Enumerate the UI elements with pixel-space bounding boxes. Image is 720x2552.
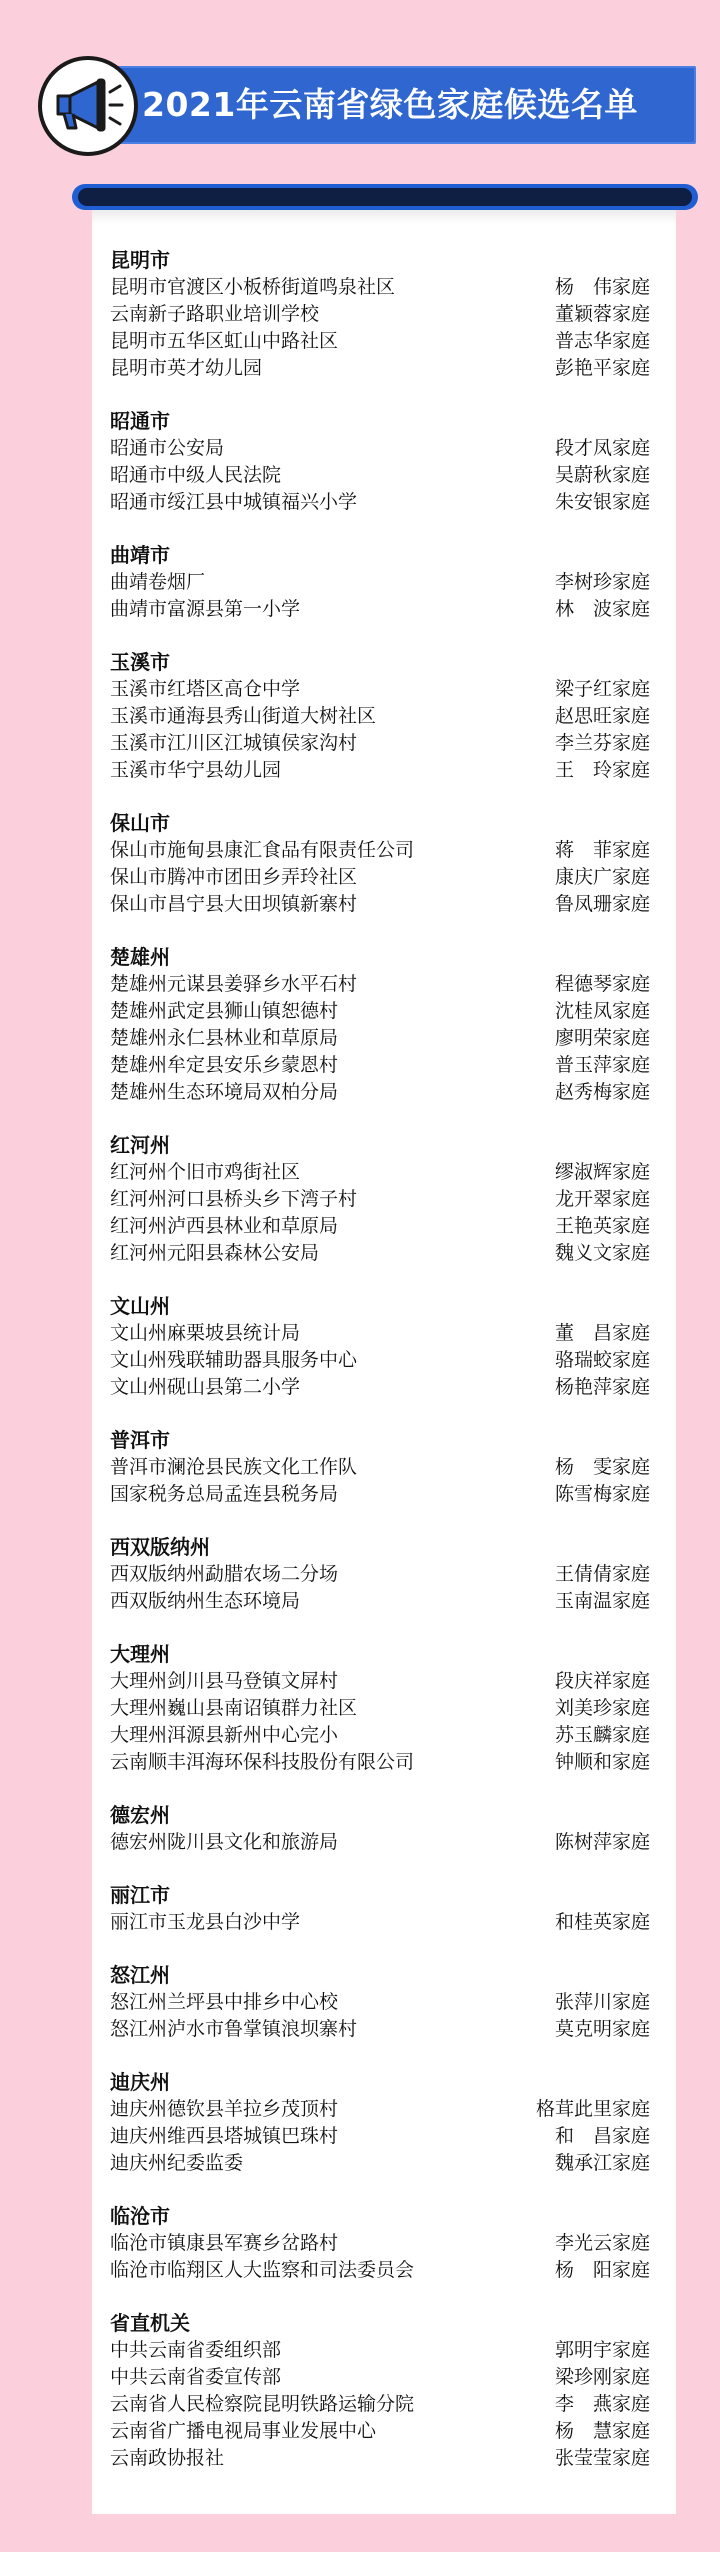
candidate-family: 王倩倩家庭	[554, 1563, 650, 1585]
candidate-row	[110, 1025, 650, 1052]
candidate-unit: 云南省广播电视局事业发展中心	[110, 2420, 377, 2442]
candidate-unit: 红河州元阳县森林公安局	[110, 1242, 320, 1264]
candidate-unit: 曲靖卷烟厂	[110, 571, 206, 593]
region-group	[110, 1882, 650, 1936]
candidate-unit: 昭通市中级人民法院	[110, 464, 282, 486]
candidate-unit: 红河州泸西县林业和草原局	[110, 1215, 339, 1237]
candidate-family: 李树珍家庭	[554, 571, 650, 593]
region-title: 玉溪市	[110, 650, 170, 674]
candidate-unit: 临沧市临翔区人大监察和司法委员会	[110, 2259, 415, 2281]
candidate-row	[110, 864, 650, 891]
candidate-unit: 红河州河口县桥头乡下湾子村	[110, 1188, 358, 1210]
candidate-family: 普志华家庭	[554, 330, 650, 352]
candidate-row	[110, 355, 650, 382]
candidate-family: 郭明宇家庭	[554, 2339, 650, 2361]
candidate-row	[110, 489, 650, 516]
candidate-row	[110, 1454, 650, 1481]
candidate-row	[110, 730, 650, 757]
candidate-unit: 大理州剑川县马登镇文屏村	[110, 1670, 339, 1692]
region-group	[110, 408, 650, 516]
candidate-row	[110, 1588, 650, 1615]
candidate-family: 蒋 菲家庭	[554, 839, 650, 861]
candidate-family: 龙开翠家庭	[554, 1188, 650, 1210]
candidate-family: 赵思旺家庭	[554, 705, 650, 727]
candidate-row	[110, 435, 650, 462]
candidate-row	[110, 1213, 650, 1240]
candidate-row	[110, 462, 650, 489]
candidate-row	[110, 676, 650, 703]
candidate-family: 张莹莹家庭	[554, 2447, 650, 2469]
candidate-row	[110, 2445, 650, 2472]
candidate-unit: 曲靖市富源县第一小学	[110, 598, 301, 620]
candidate-family: 王艳英家庭	[554, 1215, 650, 1237]
region-title: 曲靖市	[110, 543, 170, 567]
candidate-family: 钟顺和家庭	[554, 1751, 650, 1773]
candidate-family: 和桂英家庭	[554, 1911, 650, 1933]
candidate-unit: 迪庆州纪委监委	[110, 2152, 244, 2174]
candidate-row	[110, 1829, 650, 1856]
candidate-unit: 昆明市英才幼儿园	[110, 357, 263, 379]
header	[0, 0, 720, 180]
candidate-family: 李光云家庭	[554, 2232, 650, 2254]
candidate-unit: 楚雄州牟定县安乐乡蒙恩村	[110, 1054, 339, 1076]
candidate-row	[110, 328, 650, 355]
candidate-row	[110, 301, 650, 328]
candidate-row	[110, 1052, 650, 1079]
candidate-family: 鲁凤珊家庭	[554, 893, 650, 915]
candidate-family: 段才凤家庭	[554, 437, 650, 459]
region-title: 昆明市	[110, 248, 170, 272]
candidate-family: 普玉萍家庭	[554, 1054, 650, 1076]
region-title: 红河州	[110, 1133, 170, 1157]
candidate-row	[110, 837, 650, 864]
region-group	[110, 247, 650, 382]
candidate-family: 骆瑞蛟家庭	[554, 1349, 650, 1371]
candidate-unit: 云南新子路职业培训学校	[110, 303, 320, 325]
candidate-family: 李 燕家庭	[554, 2393, 650, 2415]
candidate-row	[110, 2337, 650, 2364]
candidate-unit: 西双版纳州勐腊农场二分场	[110, 1563, 339, 1585]
candidate-family: 玉南温家庭	[554, 1590, 650, 1612]
candidate-family: 陈树萍家庭	[554, 1831, 650, 1853]
candidate-row	[110, 757, 650, 784]
candidate-unit: 中共云南省委组织部	[110, 2339, 282, 2361]
candidate-row	[110, 1561, 650, 1588]
candidate-unit: 迪庆州维西县塔城镇巴珠村	[110, 2125, 339, 2147]
region-group	[110, 542, 650, 623]
candidate-row	[110, 891, 650, 918]
candidate-unit: 玉溪市江川区江城镇侯家沟村	[110, 732, 358, 754]
candidate-unit: 临沧市镇康县军赛乡岔路村	[110, 2232, 339, 2254]
candidate-row	[110, 569, 650, 596]
region-group	[110, 1962, 650, 2043]
candidate-family: 杨 伟家庭	[554, 276, 650, 298]
candidate-family: 杨 雯家庭	[554, 1456, 650, 1478]
candidate-family: 张萍川家庭	[554, 1991, 650, 2013]
region-group	[110, 944, 650, 1106]
candidate-row	[110, 2123, 650, 2150]
region-title: 昭通市	[110, 409, 170, 433]
candidate-unit: 楚雄州元谋县姜驿乡水平石村	[110, 973, 358, 995]
candidate-family: 董 昌家庭	[554, 1322, 650, 1344]
candidate-row	[110, 2150, 650, 2177]
region-title: 保山市	[110, 811, 170, 835]
candidate-unit: 玉溪市红塔区高仓中学	[110, 678, 301, 700]
page-title: 2021年云南省绿色家庭候选名单	[142, 85, 638, 124]
candidate-list	[110, 247, 650, 2498]
region-title: 大理州	[110, 1642, 170, 1666]
candidate-family: 吴蔚秋家庭	[554, 464, 650, 486]
candidate-unit: 迪庆州德钦县羊拉乡茂顶村	[110, 2098, 339, 2120]
candidate-row	[110, 1909, 650, 1936]
scroll-rod-core	[78, 188, 692, 206]
candidate-unit: 玉溪市通海县秀山街道大树社区	[110, 705, 377, 727]
megaphone-icon	[42, 60, 134, 152]
candidate-unit: 中共云南省委宣传部	[110, 2366, 282, 2388]
candidate-family: 董颖蓉家庭	[554, 303, 650, 325]
region-group	[110, 2310, 650, 2472]
candidate-row	[110, 1159, 650, 1186]
region-group	[110, 1534, 650, 1615]
candidate-family: 梁珍刚家庭	[554, 2366, 650, 2388]
candidate-unit: 文山州砚山县第二小学	[110, 1376, 301, 1398]
region-title: 丽江市	[110, 1883, 170, 1907]
candidate-unit: 红河州个旧市鸡街社区	[110, 1161, 301, 1183]
candidate-family: 梁子红家庭	[554, 678, 650, 700]
candidate-row	[110, 1374, 650, 1401]
candidate-row	[110, 1722, 650, 1749]
region-title: 迪庆州	[110, 2070, 170, 2094]
candidate-family: 李兰芬家庭	[554, 732, 650, 754]
candidate-unit: 大理州洱源县新州中心完小	[110, 1724, 339, 1746]
candidate-unit: 普洱市澜沧县民族文化工作队	[110, 1456, 358, 1478]
region-title: 普洱市	[110, 1428, 170, 1452]
candidate-family: 缪淑辉家庭	[554, 1161, 650, 1183]
candidate-unit: 大理州巍山县南诏镇群力社区	[110, 1697, 358, 1719]
candidate-row	[110, 998, 650, 1025]
candidate-row	[110, 1749, 650, 1776]
candidate-unit: 怒江州泸水市鲁掌镇浪坝寨村	[110, 2018, 358, 2040]
candidate-family: 格茸此里家庭	[535, 2098, 650, 2120]
candidate-unit: 文山州麻栗坡县统计局	[110, 1322, 301, 1344]
candidate-unit: 德宏州陇川县文化和旅游局	[110, 1831, 339, 1853]
candidate-family: 和 昌家庭	[554, 2125, 650, 2147]
region-title: 怒江州	[110, 1963, 170, 1987]
region-group	[110, 2203, 650, 2284]
candidate-row	[110, 2257, 650, 2284]
candidate-family: 魏义文家庭	[554, 1242, 650, 1264]
region-title: 文山州	[110, 1294, 170, 1318]
candidate-family: 段庆祥家庭	[554, 1670, 650, 1692]
candidate-row	[110, 1240, 650, 1267]
region-title: 楚雄州	[110, 945, 170, 969]
candidate-family: 林 波家庭	[554, 598, 650, 620]
candidate-unit: 保山市施甸县康汇食品有限责任公司	[110, 839, 415, 861]
region-group	[110, 1641, 650, 1776]
region-group	[110, 1802, 650, 1856]
region-title: 德宏州	[110, 1803, 170, 1827]
region-group	[110, 1293, 650, 1401]
candidate-unit: 国家税务总局孟连县税务局	[110, 1483, 339, 1505]
candidate-family: 康庆广家庭	[554, 866, 650, 888]
candidate-unit: 文山州残联辅助器具服务中心	[110, 1349, 358, 1371]
candidate-row	[110, 1668, 650, 1695]
candidate-unit: 西双版纳州生态环境局	[110, 1590, 301, 1612]
candidate-family: 彭艳平家庭	[554, 357, 650, 379]
candidate-unit: 昭通市绥江县中城镇福兴小学	[110, 491, 358, 513]
candidate-row	[110, 1186, 650, 1213]
candidate-unit: 丽江市玉龙县白沙中学	[110, 1911, 301, 1933]
candidate-family: 魏承江家庭	[554, 2152, 650, 2174]
region-group	[110, 649, 650, 784]
candidate-unit: 昆明市五华区虹山中路社区	[110, 330, 339, 352]
region-group	[110, 810, 650, 918]
candidate-unit: 玉溪市华宁县幼儿园	[110, 759, 282, 781]
candidate-unit: 云南政协报社	[110, 2447, 225, 2469]
candidate-unit: 楚雄州永仁县林业和草原局	[110, 1027, 339, 1049]
candidate-row	[110, 1481, 650, 1508]
candidate-family: 赵秀梅家庭	[554, 1081, 650, 1103]
candidate-row	[110, 596, 650, 623]
region-title: 临沧市	[110, 2204, 170, 2228]
candidate-unit: 保山市昌宁县大田坝镇新寨村	[110, 893, 358, 915]
region-title: 省直机关	[110, 2311, 190, 2335]
candidate-family: 朱安银家庭	[554, 491, 650, 513]
region-group	[110, 1427, 650, 1508]
candidate-family: 沈桂凤家庭	[554, 1000, 650, 1022]
candidate-family: 陈雪梅家庭	[554, 1483, 650, 1505]
megaphone-badge	[38, 56, 138, 156]
candidate-unit: 保山市腾冲市团田乡弄玲社区	[110, 866, 358, 888]
candidate-row	[110, 1989, 650, 2016]
candidate-family: 王 玲家庭	[554, 759, 650, 781]
candidate-unit: 云南省人民检察院昆明铁路运输分院	[110, 2393, 415, 2415]
candidate-row	[110, 2096, 650, 2123]
candidate-row	[110, 2418, 650, 2445]
candidate-family: 苏玉麟家庭	[554, 1724, 650, 1746]
candidate-family: 莫克明家庭	[554, 2018, 650, 2040]
candidate-family: 杨 阳家庭	[554, 2259, 650, 2281]
region-group	[110, 2069, 650, 2177]
candidate-row	[110, 2391, 650, 2418]
candidate-row	[110, 2016, 650, 2043]
candidate-row	[110, 971, 650, 998]
candidate-family: 廖明荣家庭	[554, 1027, 650, 1049]
candidate-row	[110, 1079, 650, 1106]
candidate-unit: 楚雄州武定县狮山镇恕德村	[110, 1000, 339, 1022]
candidate-row	[110, 1347, 650, 1374]
region-group	[110, 1132, 650, 1267]
candidate-row	[110, 2364, 650, 2391]
candidate-row	[110, 274, 650, 301]
candidate-family: 杨 慧家庭	[554, 2420, 650, 2442]
candidate-row	[110, 2230, 650, 2257]
candidate-unit: 怒江州兰坪县中排乡中心校	[110, 1991, 339, 2013]
candidate-unit: 云南顺丰洱海环保科技股份有限公司	[110, 1751, 415, 1773]
candidate-row	[110, 703, 650, 730]
candidate-family: 刘美珍家庭	[554, 1697, 650, 1719]
candidate-family: 杨艳萍家庭	[554, 1376, 650, 1398]
candidate-family: 程德琴家庭	[554, 973, 650, 995]
candidate-row	[110, 1695, 650, 1722]
region-title: 西双版纳州	[110, 1535, 210, 1559]
candidate-row	[110, 1320, 650, 1347]
candidate-unit: 昭通市公安局	[110, 437, 225, 459]
candidate-unit: 昆明市官渡区小板桥街道鸣泉社区	[110, 276, 396, 298]
candidate-unit: 楚雄州生态环境局双柏分局	[110, 1081, 339, 1103]
